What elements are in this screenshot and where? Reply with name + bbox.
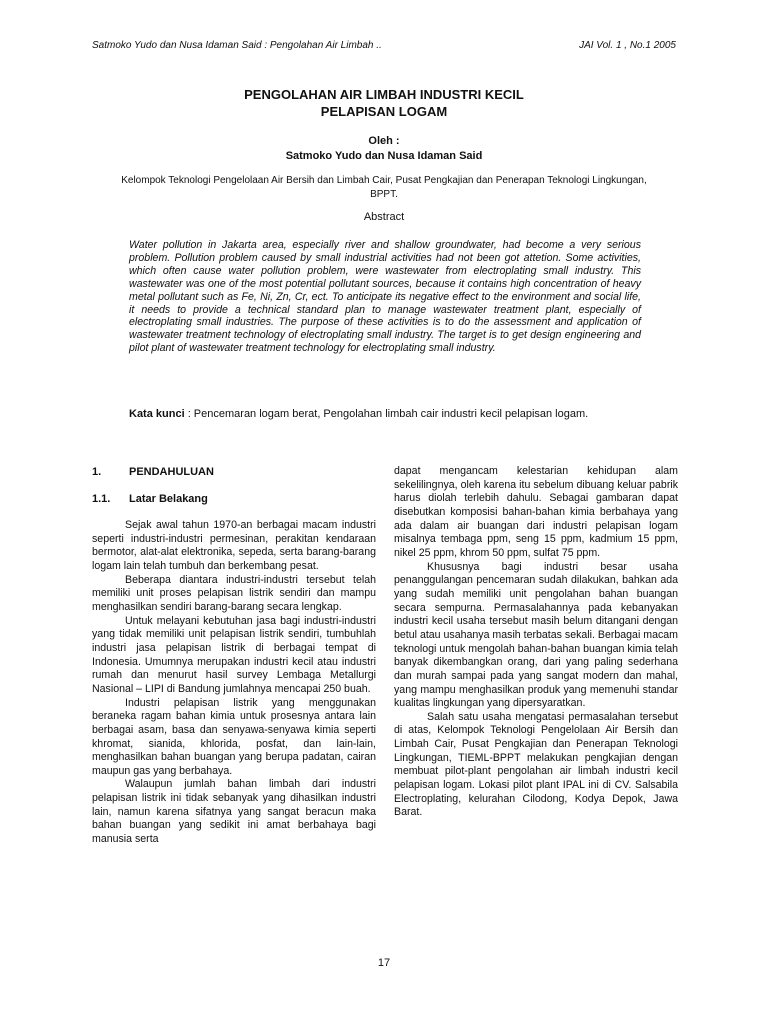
section-number: 1. <box>92 466 102 478</box>
subsection-heading-latar-belakang <box>92 492 376 506</box>
right-column <box>394 465 678 820</box>
paragraph: Walaupun jumlah bahan limbah dari industri pelapisan listrik ini tidak sebanyak yang dihasilkan industri lain, namun karena sifatnya yang sangat beracun maka bahan buangan yang sedikit ini amat berbahaya bagi manusia serta <box>92 778 376 846</box>
header-journal-info: JAI Vol. 1 , No.1 2005 <box>579 40 676 51</box>
subsection-title: Latar Belakang <box>129 493 208 505</box>
section-heading-pendahuluan <box>92 465 376 479</box>
paragraph: Sejak awal tahun 1970-an berbagai macam industri seperti industri-industri permesinan, perakitan kendaraan bermotor, alat-alat elektronika, sepeda, serta barang-barang logam lain telah tumbuh dan berkembang pesat. <box>92 519 376 572</box>
paragraph: Salah satu usaha mengatasi permasalahan tersebut di atas, Kelompok Teknologi Pengelolaan Air Bersih dan Limbah Cair, Pusat Pengkajian dan Penerapan Teknologi Lingkungan, TIEML-BPPT melakukan pengkajian dengan membuat pilot-plant pengolahan air limbah industri kecil pelapisan logam. Lokasi pilot plant IPAL ini di CV. Salsabila Electroplating, kelurahan Cilodong, Kodya Depok, Jawa Barat. <box>394 710 678 819</box>
subsection-number: 1.1. <box>92 493 111 505</box>
paragraph-continued: dapat mengancam kelestarian kehidupan alam sekelilingnya, oleh karena itu sebelum dibuang keluar pabrik harus diolah terlebih dahulu. Sebagai gambaran dapat disebutkan komposisi bahan-bahan kimia berbahaya yang ada dalam air buangan dari industri pelapisan logam misalnya tembaga ppm, seng 15 ppm, kadmium 15 ppm, nikel 25 ppm, khrom 50 ppm, sulfat 75 ppm. <box>394 465 678 559</box>
paragraph: Khususnya bagi industri besar usaha penanggulangan pencemaran sudah dilakukan, bahkan ada yang sudah memiliki unit pengolahan bahan buangan secara sempurna. Permasalahannya pada kebanyakan industri kecil usaha tersebut masih belum ditangani dengan betul atau usahanya masih terbatas sekali. Berbagai macam teknologi untuk mengolah bahan-bahan buangan kimia telah banyak dikembangkan orang, dari yang paling sederhana dan murah sampai pada yang sangat modern dan mahal, yang mampu menghasilkan produk yang memenuhi standar kualitas lingkungan yang dipersyaratkan. <box>394 560 678 710</box>
author-names: Satmoko Yudo dan Nusa Idaman Said <box>285 150 483 162</box>
title-line-2: PELAPISAN LOGAM <box>320 104 448 119</box>
abstract-text: Water pollution in Jakarta area, especially river and shallow groundwater, had become a very serious problem. Pollution problem caused by small industrial activities had not been got attetion. Some activities, which often cause water pollution problem, were wastewater from electroplating small industry. This wastewater was one of the most potential pollutant sources, because it contains high concentration of heavy metal pollutant such as Fe, Ni, Zn, Cr, ect. To anticipate its negative effect to the environment and social life, it needs to provide a technical standard plan to manage wastewater treatment plant, especially of electroplating small industries. The purpose of these activities is to do the assessment and application of wastewater treatment technology of electroplating small industry. The target is to get design engineering and pilot plant of wastewater treatment technology for electroplating small industry. <box>129 239 641 355</box>
paper-title <box>0 86 768 120</box>
keywords-label: Kata kunci <box>129 408 185 420</box>
affiliation: Kelompok Teknologi Pengelolaan Air Bersih dan Limbah Cair, Pusat Pengkajian dan Penerapan Teknologi Lingkungan, BPPT. <box>121 175 647 200</box>
keywords-text: : Pencemaran logam berat, Pengolahan limbah cair industri kecil pelapisan logam. <box>184 408 589 420</box>
paragraph: Beberapa diantara industri-industri tersebut telah memiliki unit proses pelapisan listrik sendiri dan mampu menghasilkan sendiri barang-barang secara lengkap. <box>92 573 376 613</box>
abstract-heading: Abstract <box>363 211 405 223</box>
header-citation: Satmoko Yudo dan Nusa Idaman Said : Pengolahan Air Limbah .. <box>92 40 382 51</box>
keywords <box>129 408 689 420</box>
paragraph: Industri pelapisan listrik yang menggunakan beraneka ragam bahan kimia untuk prosesnya antara lain berbagai asam, basa dan senyawa-senyawa kimia seperti khromat, sianida, khlorida, posfat, dan lain-lain, menghasilkan bahan buangan yang berupa padatan, cairan maupun gas yang berbahaya. <box>92 696 376 777</box>
section-title: PENDAHULUAN <box>129 466 214 478</box>
page-number: 17 <box>377 957 391 969</box>
byline <box>0 134 768 164</box>
left-column <box>92 465 376 847</box>
byline-oleh: Oleh : <box>368 135 400 147</box>
title-line-1: PENGOLAHAN AIR LIMBAH INDUSTRI KECIL <box>244 87 524 102</box>
paragraph: Untuk melayani kebutuhan jasa bagi industri-industri yang tidak memiliki unit pelapisan listrik sendiri, tumbuhlah industri jasa pelapisan listrik di berbagai tempat di Indonesia. Umumnya merupakan industri kecil atau industri rumah dan menurut hasil survey Lembaga Metallurgi Nasional – LIPI di Bandung jumlahnya mencapai 250 buah. <box>92 614 376 695</box>
